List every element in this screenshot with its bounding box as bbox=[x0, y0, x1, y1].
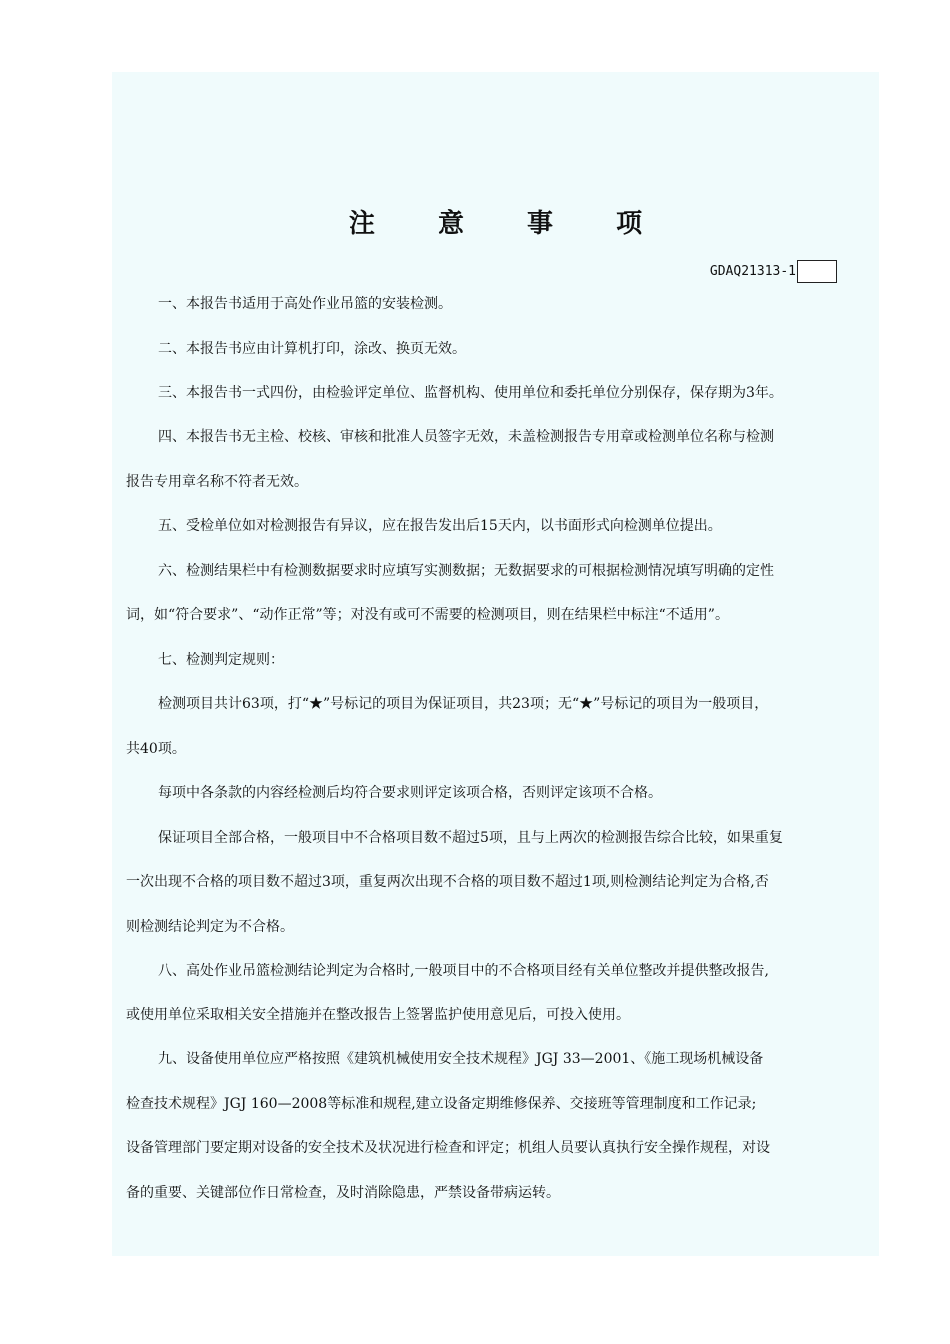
page-title: 注 意 事 项 bbox=[348, 209, 670, 239]
notice-item-9-cont-2: 设备管理部门要定期对设备的安全技术及状况进行检查和评定；机组人员要认真执行安全操作规程，对设 bbox=[126, 1140, 770, 1156]
notice-item-7: 七、检测判定规则： bbox=[158, 652, 284, 668]
notice-item-5: 五、受检单位如对检测报告有异议，应在报告发出后15天内，以书面形式向检测单位提出。 bbox=[158, 518, 722, 534]
rule-count-line: 检测项目共计63项，打“★”号标记的项目为保证项目，共23项；无“★”号标记的项目为一般项目， bbox=[158, 696, 769, 712]
notice-item-4: 四、本报告书无主检、校核、审核和批准人员签字无效，未盖检测报告专用章或检测单位名称与检测 bbox=[158, 429, 774, 445]
notice-item-6: 六、检测结果栏中有检测数据要求时应填写实测数据；无数据要求的可根据检测情况填写明确的定性 bbox=[158, 563, 774, 579]
notice-item-9-cont-3: 备的重要、关键部位作日常检查，及时消除隐患，严禁设备带病运转。 bbox=[126, 1185, 560, 1201]
notice-item-1: 一、本报告书适用于高处作业吊篮的安装检测。 bbox=[158, 296, 452, 312]
rule-conclusion-cont-2: 则检测结论判定为不合格。 bbox=[126, 919, 294, 935]
notice-item-9-cont-1: 检查技术规程》JGJ 160—2008等标准和规程,建立设备定期维修保养、交接班等管理制度和工作记录; bbox=[126, 1096, 757, 1112]
notice-item-3: 三、本报告书一式四份，由检验评定单位、监督机构、使用单位和委托单位分别保存，保存期为3年。 bbox=[158, 385, 783, 401]
notice-item-4-cont: 报告专用章名称不符者无效。 bbox=[126, 474, 308, 490]
rule-count-cont: 共40项。 bbox=[126, 741, 186, 757]
notice-item-9: 九、设备使用单位应严格按照《建筑机械使用安全技术规程》JGJ 33—2001、《施工现场机械设备 bbox=[158, 1051, 764, 1067]
document-code: GDAQ21313-1 bbox=[709, 263, 796, 279]
notice-item-6-cont: 词，如“符合要求”、“动作正常”等；对没有或可不需要的检测项目，则在结果栏中标注“不适用”。 bbox=[126, 607, 729, 623]
rule-item-pass-line: 每项中各条款的内容经检测后均符合要求则评定该项合格，否则评定该项不合格。 bbox=[158, 785, 662, 801]
notice-item-2: 二、本报告书应由计算机打印，涂改、换页无效。 bbox=[158, 341, 466, 357]
notice-item-8: 八、高处作业吊篮检测结论判定为合格时,一般项目中的不合格项目经有关单位整改并提供整改报告, bbox=[158, 963, 769, 979]
document-code-row bbox=[600, 260, 837, 283]
notice-item-8-cont: 或使用单位采取相关安全措施并在整改报告上签署监护使用意见后，可投入使用。 bbox=[126, 1007, 630, 1023]
rule-conclusion-line: 保证项目全部合格，一般项目中不合格项目数不超过5项，且与上两次的检测报告综合比较，如果重复 bbox=[158, 830, 783, 846]
rule-conclusion-cont-1: 一次出现不合格的项目数不超过3项，重复两次出现不合格的项目数不超过1项,则检测结论判定为合格,否 bbox=[126, 874, 769, 890]
code-suffix-box bbox=[797, 260, 837, 283]
